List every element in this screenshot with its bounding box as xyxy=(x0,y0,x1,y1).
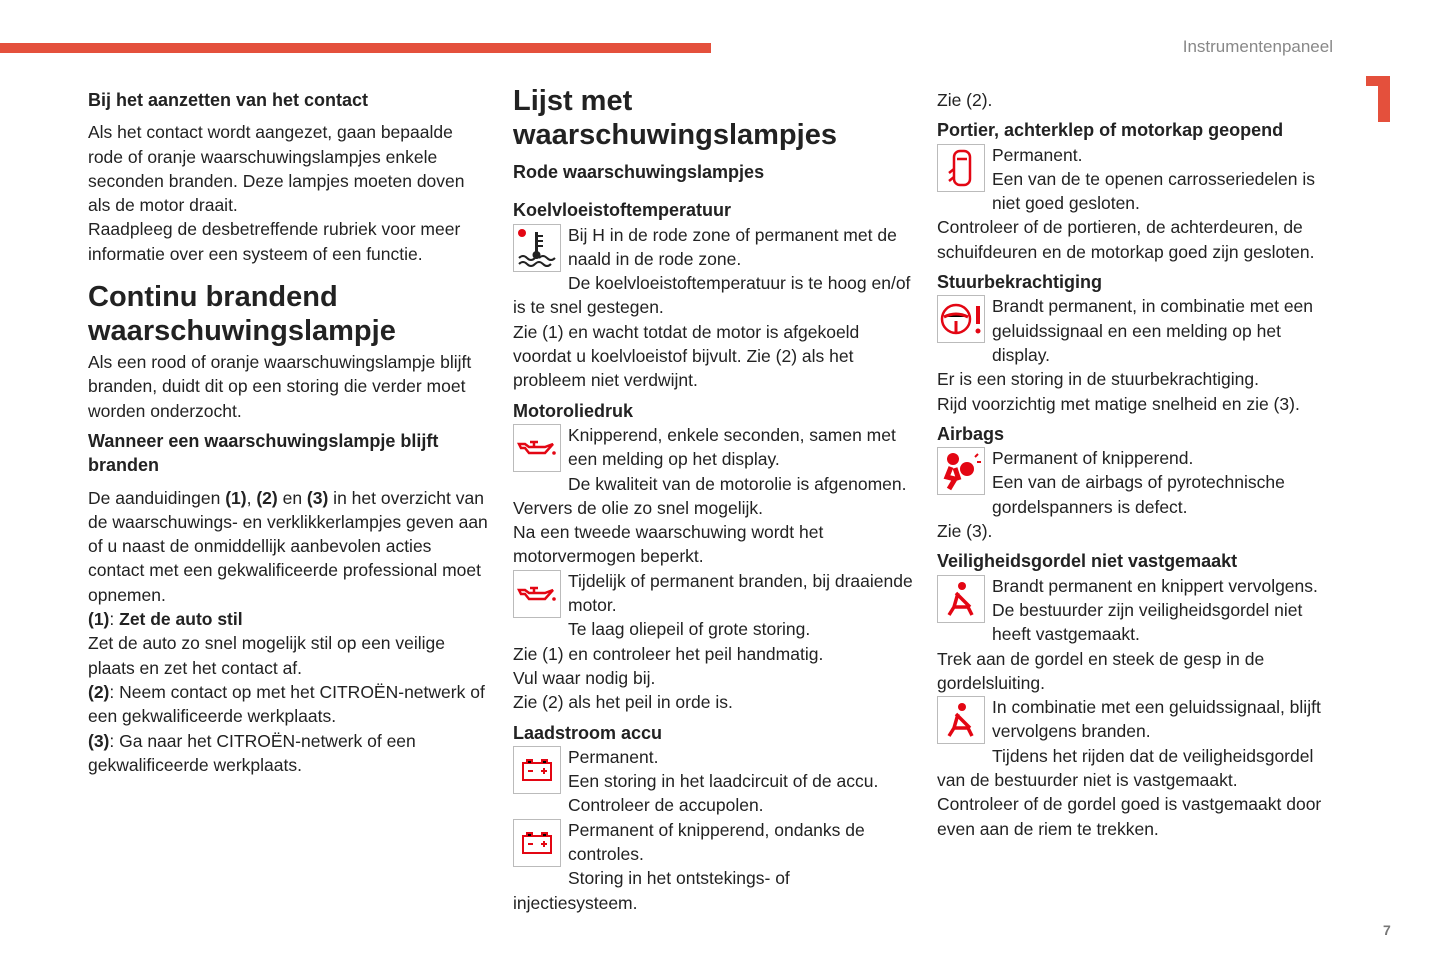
paragraph: Zie (2) als het peil in orde is. xyxy=(513,692,733,713)
paragraph: Als het contact wordt aangezet, gaan bepaalde rode of oranje waarschuwingslampjes enkele seconden branden. Deze lampjes moeten doven als de motor draait. xyxy=(88,122,465,216)
battery-entry-2 xyxy=(513,818,913,915)
door-open-icon xyxy=(937,144,985,192)
oil-entry-2 xyxy=(513,569,913,715)
paragraph: Rijd voorzichtig met matige snelheid en zie (3). xyxy=(937,393,1300,414)
legend-3 xyxy=(88,729,488,778)
paragraph-aanduidingen xyxy=(88,486,488,607)
text: , xyxy=(246,487,257,508)
oil-entry-1 xyxy=(513,423,913,569)
page-number: 7 xyxy=(1383,922,1391,938)
paragraph: Als een rood of oranje waarschuwingslampje blijft branden, duidt dit op een storing die verder moet worden onderzocht. xyxy=(88,352,472,421)
legend-1-title: Zet de auto stil xyxy=(119,609,243,630)
paragraph: Controleer de accupolen. xyxy=(568,795,764,816)
door-entry xyxy=(937,143,1337,264)
ref-3: (3) xyxy=(88,730,110,751)
paragraph: Zie (2). xyxy=(937,90,993,110)
icon-text: Tijdelijk of permanent branden, bij draaiende motor. xyxy=(568,570,913,616)
heading-power-steering: Stuurbekrachtiging xyxy=(937,272,1103,293)
text: De aanduidingen xyxy=(88,487,226,508)
paragraph: Zie (1) en controleer het peil handmatig. xyxy=(513,643,824,664)
airbag-icon xyxy=(937,447,985,495)
oil-pressure-icon xyxy=(513,424,561,472)
battery-icon xyxy=(513,746,561,794)
text: in het overzicht van de waarschuwings- en verklikkerlampjes geven aan of u naast de onmiddellijk aanbevolen acties contact met een gekwalificeerde professional moet opnemen. xyxy=(88,487,488,605)
coolant-temperature-icon xyxy=(513,224,561,272)
steering-entry xyxy=(937,294,1337,415)
oil-pressure-icon xyxy=(513,570,561,618)
paragraph: Vul waar nodig bij. xyxy=(513,667,656,688)
chapter-number-1 xyxy=(1366,76,1390,122)
column-3 xyxy=(937,88,1337,841)
seatbelt-entry-1 xyxy=(937,574,1337,695)
ref-3: (3) xyxy=(306,487,329,508)
ref-1: (1) xyxy=(88,609,110,630)
battery-entry-1 xyxy=(513,745,913,818)
icon-text: Permanent of knipperend, ondanks de controles. xyxy=(568,819,865,865)
heading-airbags: Airbags xyxy=(937,423,1005,444)
paragraph: Er is een storing in de stuurbekrachtiging. xyxy=(937,369,1259,390)
heading-battery: Laadstroom accu xyxy=(513,722,663,743)
text: : xyxy=(109,609,120,630)
seatbelt-icon xyxy=(937,575,985,623)
paragraph: Te laag oliepeil of grote storing. xyxy=(568,619,811,640)
ref-1: (1) xyxy=(225,487,247,508)
battery-icon xyxy=(513,819,561,867)
paragraph: Ververs de olie zo snel mogelijk. xyxy=(513,497,763,518)
icon-text: Permanent. Een storing in het laadcircuit of de accu. xyxy=(568,746,879,792)
paragraph: Zie (3). xyxy=(937,521,993,542)
heading-wanneer: Wanneer een waarschuwingslampje blijft branden xyxy=(88,430,439,476)
text: en xyxy=(277,487,307,508)
heading-continu: Continu brandend waarschuwingslampje xyxy=(88,281,396,348)
column-2 xyxy=(513,85,913,915)
paragraph: Controleer of de gordel goed is vastgemaakt door even aan de riem te trekken. xyxy=(937,794,1322,839)
seatbelt-entry-2 xyxy=(937,695,1337,841)
legend-2 xyxy=(88,680,488,729)
paragraph: De koelvloeistoftemperatuur is te hoog en/of is te snel gestegen. xyxy=(513,273,911,318)
paragraph: Na een tweede waarschuwing wordt het motorvermogen beperkt. xyxy=(513,522,824,567)
paragraph: Zet de auto zo snel mogelijk stil op een veilige plaats en zet het contact af. xyxy=(88,633,446,678)
icon-text: Permanent of knipperend. Een van de airbags of pyrotechnische gordelspanners is defect. xyxy=(992,448,1285,517)
paragraph: Controleer of de portieren, de achterdeuren, de schuifdeuren en de motorkap goed zijn gesloten. xyxy=(937,217,1315,262)
icon-text: Bij H in de rode zone of permanent met de naald in de rode zone. xyxy=(568,224,897,269)
ref-2: (2) xyxy=(256,487,278,508)
paragraph: Storing in het ontstekings- of injectiesysteem. xyxy=(513,868,790,913)
power-steering-icon xyxy=(937,295,985,343)
icon-text: Knipperend, enkele seconden, samen met een melding op het display. xyxy=(568,424,896,470)
seatbelt-icon xyxy=(937,696,985,744)
airbag-entry xyxy=(937,446,1337,543)
paragraph: Raadpleeg de desbetreffende rubriek voor meer informatie over een systeem of een functie. xyxy=(88,219,461,264)
paragraph: De kwaliteit van de motorolie is afgenomen. xyxy=(568,473,907,494)
text: : Neem contact op met het CITROËN-netwerk of een gekwalificeerde werkplaats. xyxy=(88,681,485,727)
text: : Ga naar het CITROËN-netwerk of een gekwalificeerde werkplaats. xyxy=(88,730,416,775)
section-title: Instrumentenpaneel xyxy=(1182,37,1333,56)
icon-text: Brandt permanent, in combinatie met een geluidssignaal en een melding op het display. xyxy=(992,296,1314,365)
heading-coolant: Koelvloeistoftemperatuur xyxy=(513,200,732,221)
icon-text: Permanent. Een van de te openen carrosseriedelen is niet goed gesloten. xyxy=(992,144,1315,214)
legend-1 xyxy=(88,607,488,631)
page-title: Lijst met waarschuwingslampjes xyxy=(513,85,837,151)
paragraph: Zie (1) en wacht totdat de motor is afgekoeld voordat u koelvloeistof bijvult. Zie (2) als het probleem niet verdwijnt. xyxy=(513,321,860,391)
paragraph: Trek aan de gordel en steek de gesp in de gordelsluiting. xyxy=(937,648,1265,693)
ref-2: (2) xyxy=(88,681,110,702)
heading-contact: Bij het aanzetten van het contact xyxy=(88,90,369,110)
heading-oil-pressure: Motoroliedruk xyxy=(513,400,633,421)
icon-text: Brandt permanent en knippert vervolgens. De bestuurder zijn veiligheidsgordel niet heeft vastgemaakt. xyxy=(992,575,1318,645)
heading-seatbelt: Veiligheidsgordel niet vastgemaakt xyxy=(937,551,1238,572)
icon-text: In combinatie met een geluidssignaal, blijft vervolgens branden. xyxy=(992,697,1321,742)
heading-door-open: Portier, achterklep of motorkap geopend xyxy=(937,120,1284,141)
paragraph: Tijdens het rijden dat de veiligheidsgordel van de bestuurder niet is vastgemaakt. xyxy=(937,745,1314,791)
column-1 xyxy=(88,88,488,777)
subtitle-red-lamps: Rode waarschuwingslampjes xyxy=(513,162,765,182)
header-accent-bar xyxy=(0,43,711,53)
coolant-entry xyxy=(513,223,913,393)
